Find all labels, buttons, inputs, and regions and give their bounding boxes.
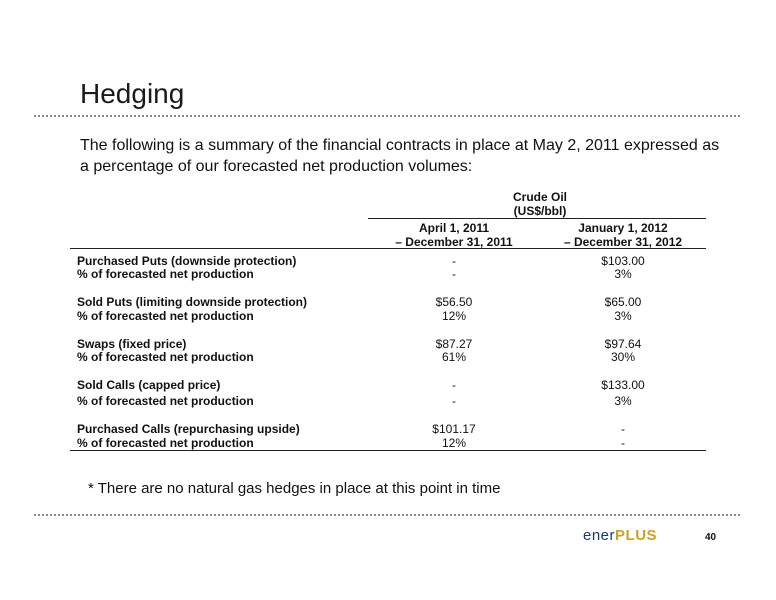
- row-value-2012: 3%: [614, 309, 632, 323]
- column-header-2012-line-1: January 1, 2012: [578, 221, 668, 235]
- table-row: [77, 309, 706, 323]
- table-row: [77, 254, 706, 268]
- column-header-2012: [540, 221, 706, 249]
- table-row: [77, 350, 706, 364]
- logo-text-ener: ener: [583, 527, 616, 544]
- table-row: [77, 267, 706, 281]
- row-value-2011: -: [452, 254, 456, 268]
- row-value-2012: -: [621, 436, 625, 450]
- column-header-2011-line-2: – December 31, 2011: [395, 235, 513, 249]
- enerplus-logo: [583, 527, 657, 544]
- row-value-2012: $65.00: [604, 295, 642, 309]
- row-value-2011: -: [452, 378, 456, 392]
- column-header-2011-line-1: April 1, 2011: [418, 221, 490, 235]
- row-label: % of forecasted net production: [77, 394, 254, 408]
- table-row: [77, 394, 706, 408]
- row-value-2012: $133.00: [601, 378, 645, 392]
- row-label: % of forecasted net production: [77, 309, 254, 323]
- row-value-2011: -: [452, 267, 456, 281]
- row-value-2011: $56.50: [435, 295, 473, 309]
- intro-paragraph: The following is a summary of the financial contracts in place at May 2, 2011 expressed as a percentage of our forecasted net production volumes:: [80, 137, 720, 175]
- group-header-underline: [368, 218, 706, 219]
- table-row: [77, 378, 706, 392]
- row-value-2012: 30%: [610, 350, 636, 364]
- table-row: [77, 337, 706, 351]
- row-label: Sold Puts (limiting downside protection): [77, 295, 307, 309]
- row-value-2011: -: [452, 394, 456, 408]
- column-header-2012-line-2: – December 31, 2012: [563, 235, 683, 249]
- table-top-border: [70, 248, 706, 249]
- top-dotted-divider: [34, 115, 740, 117]
- row-label: % of forecasted net production: [77, 436, 254, 450]
- row-value-2011: 61%: [441, 350, 467, 364]
- row-label: % of forecasted net production: [77, 267, 254, 281]
- row-label: Purchased Calls (repurchasing upside): [77, 422, 300, 436]
- page-number: 40: [705, 532, 717, 543]
- row-value-2011: $101.17: [432, 422, 476, 436]
- row-value-2011: 12%: [441, 309, 467, 323]
- row-label: Purchased Puts (downside protection): [77, 254, 297, 268]
- footnote: * There are no natural gas hedges in place at this point in time: [88, 480, 501, 497]
- row-label: Swaps (fixed price): [77, 337, 187, 351]
- slide-title: Hedging: [80, 78, 185, 109]
- row-value-2011: $87.27: [435, 337, 473, 351]
- logo-text-plus: PLUS: [615, 527, 658, 544]
- row-value-2012: 3%: [614, 394, 632, 408]
- table-row: [77, 422, 706, 436]
- bottom-dotted-divider: [34, 514, 740, 516]
- table-bottom-border: [70, 450, 706, 451]
- row-value-2011: 12%: [441, 436, 467, 450]
- group-header-line-1: Crude Oil: [512, 190, 567, 204]
- row-value-2012: $103.00: [601, 254, 645, 268]
- row-label: Sold Calls (capped price): [77, 378, 221, 392]
- group-header-line-2: (US$/bbl): [513, 204, 567, 218]
- table-row: [77, 436, 706, 450]
- table-row: [77, 295, 706, 309]
- row-value-2012: -: [621, 422, 625, 436]
- column-header-2011: [369, 221, 539, 249]
- row-label: % of forecasted net production: [77, 350, 254, 364]
- row-value-2012: 3%: [614, 267, 632, 281]
- row-value-2012: $97.64: [604, 337, 642, 351]
- table-group-header: [490, 190, 590, 218]
